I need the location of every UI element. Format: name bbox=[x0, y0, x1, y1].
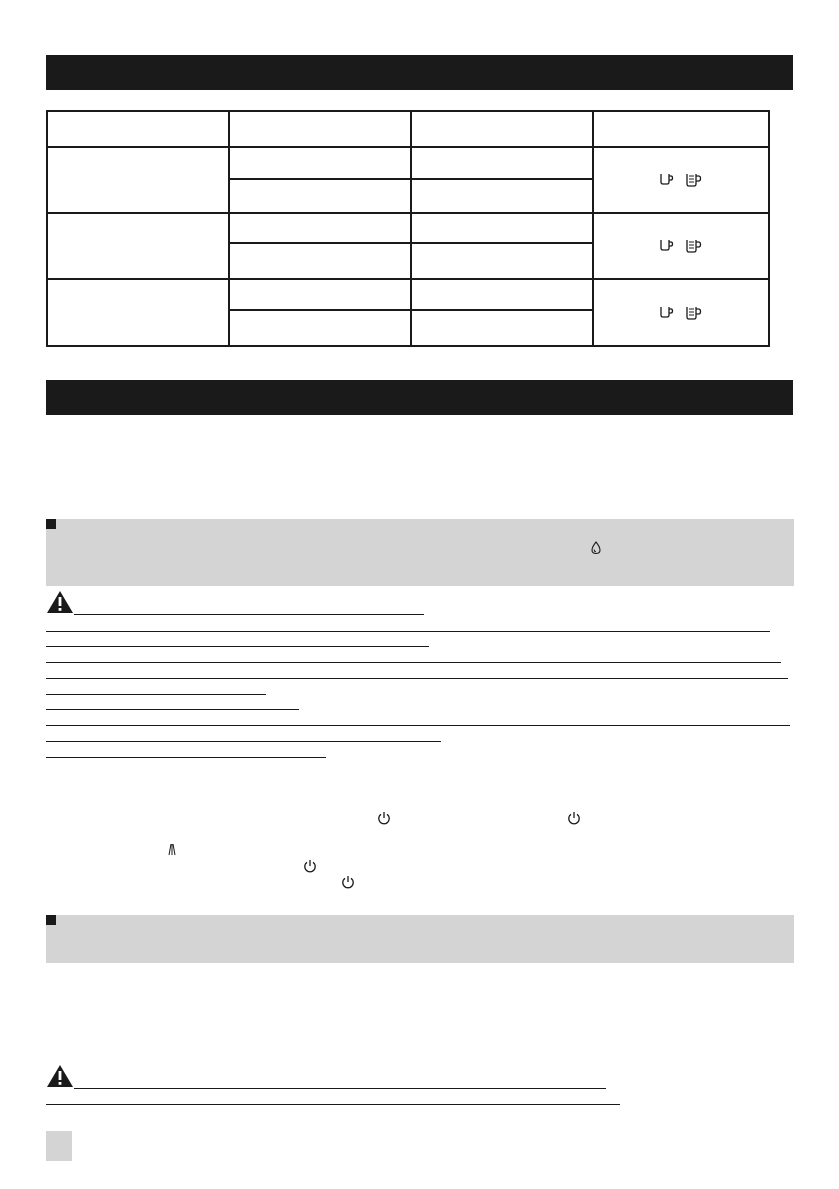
cup-icons-cell bbox=[593, 213, 769, 279]
table-row-label bbox=[47, 279, 229, 346]
warning-text-rule bbox=[46, 725, 790, 726]
warning-text-rule bbox=[46, 662, 781, 663]
table-cell bbox=[229, 310, 411, 346]
page-number-box bbox=[46, 1131, 72, 1161]
table-cell bbox=[411, 310, 593, 346]
warning-text-rule bbox=[46, 741, 441, 742]
water-drop-icon bbox=[589, 541, 603, 555]
table-cell bbox=[229, 179, 411, 213]
settings-table bbox=[46, 110, 770, 347]
warning-text-rule bbox=[46, 757, 326, 758]
warning-heading-rule bbox=[74, 614, 424, 615]
cup-icon bbox=[660, 173, 674, 185]
warning-text-rule bbox=[46, 709, 299, 710]
warning-heading-rule bbox=[74, 1088, 606, 1089]
note-panel bbox=[46, 519, 794, 586]
table-cell bbox=[229, 279, 411, 310]
cup-icons-cell bbox=[593, 147, 769, 213]
cup-icon bbox=[660, 239, 674, 251]
warning-text-rule bbox=[46, 694, 266, 695]
table-header-cell bbox=[593, 111, 769, 147]
table-row-label bbox=[47, 213, 229, 279]
table-cell bbox=[411, 179, 593, 213]
warning-text-rule bbox=[46, 646, 429, 647]
table-cell bbox=[411, 213, 593, 243]
panel-marker bbox=[46, 519, 56, 529]
table-cell bbox=[411, 243, 593, 279]
warning-text-rule bbox=[46, 1104, 620, 1105]
table-cell bbox=[229, 243, 411, 279]
table-cell bbox=[411, 279, 593, 310]
power-icon bbox=[377, 811, 391, 825]
tall-cup-icon bbox=[686, 306, 702, 320]
tall-cup-icon bbox=[686, 239, 702, 253]
table-header-cell bbox=[411, 111, 593, 147]
power-icon bbox=[567, 811, 581, 825]
tall-cup-icon bbox=[686, 173, 702, 187]
warning-triangle-icon bbox=[46, 590, 74, 614]
table-row-label bbox=[47, 147, 229, 213]
warning-triangle-icon bbox=[46, 1064, 74, 1088]
power-icon bbox=[303, 859, 317, 873]
warning-text-rule bbox=[46, 631, 770, 632]
warning-text-rule bbox=[46, 678, 788, 679]
table-cell bbox=[229, 213, 411, 243]
section-header-bar bbox=[46, 55, 793, 90]
table-header-cell bbox=[229, 111, 411, 147]
section-header-bar bbox=[46, 380, 793, 415]
cup-icon bbox=[660, 306, 674, 318]
table-cell bbox=[411, 147, 593, 179]
table-header-cell bbox=[47, 111, 229, 147]
steam-icon bbox=[166, 843, 178, 856]
table-cell bbox=[229, 147, 411, 179]
note-panel bbox=[46, 915, 794, 963]
panel-marker bbox=[46, 915, 56, 925]
power-icon bbox=[341, 875, 355, 889]
cup-icons-cell bbox=[593, 279, 769, 346]
